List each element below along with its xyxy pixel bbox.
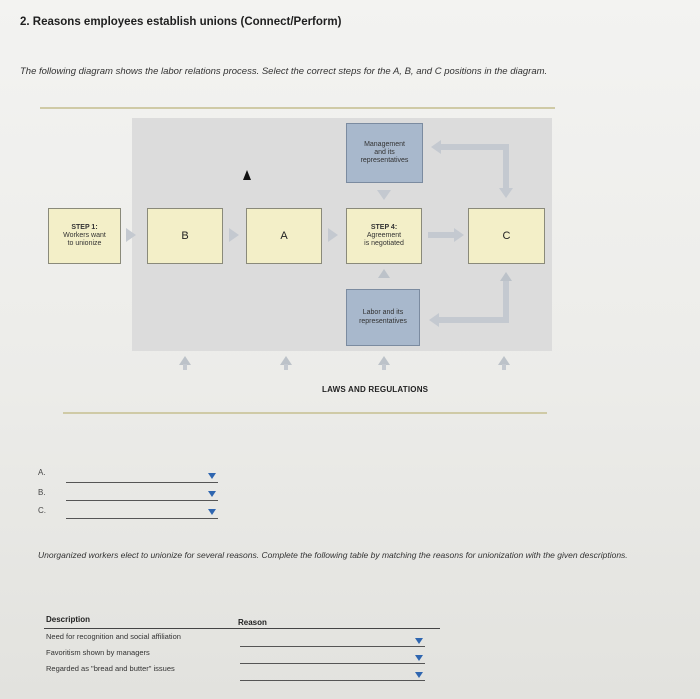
chevron-down-icon[interactable] bbox=[208, 491, 216, 497]
answer-b-label: B. bbox=[38, 488, 46, 497]
question-title: 2. Reasons employees establish unions (Connect/Perform) bbox=[20, 16, 342, 28]
arrow-right-icon bbox=[454, 228, 464, 242]
answer-b-underline bbox=[66, 500, 218, 501]
laws-arrow-shaft bbox=[183, 364, 187, 370]
laws-arrow-shaft bbox=[382, 364, 386, 370]
step4-line3: is negotiated bbox=[364, 240, 404, 248]
table-row-description: Regarded as "bread and butter" issues bbox=[46, 664, 175, 673]
management-line3: representatives bbox=[360, 157, 409, 165]
step1-title: STEP 1: bbox=[71, 223, 98, 231]
reason-select-2[interactable] bbox=[240, 651, 425, 663]
answer-a-select[interactable] bbox=[66, 466, 218, 482]
labor-line2: representatives bbox=[359, 317, 407, 325]
description-header: Description bbox=[46, 615, 91, 624]
loop-bottom-shaft bbox=[438, 317, 508, 323]
step4-title: STEP 4: bbox=[370, 223, 398, 231]
box-a-label: A bbox=[280, 229, 288, 242]
reasons-instruction: Unorganized workers elect to unionize for several reasons. Complete the following table by matching the reasons for unionization with the given descriptions. bbox=[38, 550, 628, 560]
labor-box bbox=[346, 289, 420, 346]
step4-to-c-shaft bbox=[428, 232, 454, 238]
arrow-left-icon bbox=[429, 313, 439, 327]
laws-and-regulations-label: LAWS AND REGULATIONS bbox=[322, 385, 429, 394]
answer-c-select[interactable] bbox=[66, 502, 218, 518]
arrow-down-icon bbox=[377, 190, 391, 200]
arrow-right-icon bbox=[328, 228, 338, 242]
loop-top-down-shaft bbox=[503, 144, 509, 188]
answer-a-underline bbox=[66, 482, 218, 483]
table-header-line bbox=[44, 628, 440, 629]
answer-c-underline bbox=[66, 518, 218, 519]
reason-select-3[interactable] bbox=[240, 668, 425, 680]
arrow-up-icon bbox=[500, 272, 512, 281]
box-a bbox=[246, 208, 322, 264]
step1-line2: Workers want bbox=[63, 231, 106, 239]
reason-header: Reason bbox=[238, 618, 267, 627]
step1-box bbox=[48, 208, 121, 264]
reason-underline-2 bbox=[240, 663, 425, 664]
arrow-left-icon bbox=[431, 140, 441, 154]
box-c-label: C bbox=[502, 229, 511, 242]
chevron-down-icon[interactable] bbox=[415, 655, 423, 661]
chevron-down-icon[interactable] bbox=[208, 509, 216, 515]
laws-arrow-shaft bbox=[502, 364, 506, 370]
chevron-down-icon[interactable] bbox=[415, 638, 423, 644]
reason-underline-3 bbox=[240, 680, 425, 681]
labor-line1: Labor and its bbox=[362, 309, 404, 317]
laws-arrow-shaft bbox=[284, 364, 288, 370]
arrow-right-icon bbox=[229, 228, 239, 242]
arrow-up-icon bbox=[378, 269, 390, 278]
answer-a-label: A. bbox=[38, 468, 46, 477]
divider-top bbox=[40, 107, 555, 109]
table-row-description: Favoritism shown by managers bbox=[46, 648, 150, 657]
box-b-label: B bbox=[181, 229, 189, 242]
answer-c-label: C. bbox=[38, 506, 46, 515]
chevron-down-icon[interactable] bbox=[208, 473, 216, 479]
step4-line2: Agreement bbox=[366, 231, 402, 239]
step1-line3: to unionize bbox=[67, 240, 102, 248]
management-line1: Management bbox=[364, 140, 405, 148]
mouse-cursor-icon bbox=[243, 170, 251, 180]
divider-bottom bbox=[63, 412, 547, 414]
step4-box bbox=[346, 208, 422, 264]
box-c bbox=[468, 208, 545, 264]
management-line2: and its bbox=[374, 148, 395, 156]
answer-b-select[interactable] bbox=[66, 484, 218, 500]
reason-underline-1 bbox=[240, 646, 425, 647]
arrow-down-icon bbox=[499, 188, 513, 198]
management-box bbox=[346, 123, 423, 183]
arrow-right-icon bbox=[126, 228, 136, 242]
table-row-description: Need for recognition and social affiliation bbox=[46, 632, 181, 641]
box-b bbox=[147, 208, 223, 264]
reason-select-1[interactable] bbox=[240, 634, 425, 646]
question-instruction: The following diagram shows the labor relations process. Select the correct steps for the A, B, and C positions in the diagram. bbox=[20, 66, 548, 77]
loop-top-shaft bbox=[440, 144, 508, 150]
chevron-down-icon[interactable] bbox=[415, 672, 423, 678]
